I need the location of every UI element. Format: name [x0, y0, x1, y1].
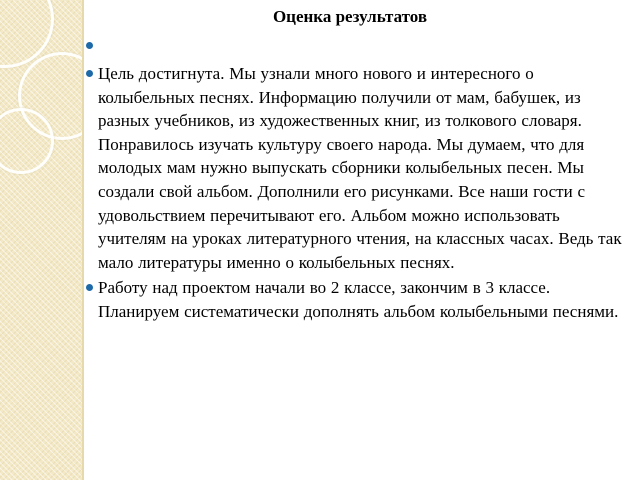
bullet-item-goal — [84, 62, 624, 274]
bullet-icon — [86, 70, 93, 77]
bullet-text: Цель достигнута. Мы узнали много нового и интересного о колыбельных песнях. Информацию получили от мам, бабушек, из разных учебников, из художественных книг, из толкового словаря. Понравилось изучать культуру своего народа. Мы думаем, что для молодых мам нужно выпускать сборники колыбельных песен. Мы создали свой альбом. Дополнили его рисунками. Все наши гости с удовольствием перечитывают его. Альбом можно использовать учителям на уроках литературного чтения, на классных часах. Ведь так мало литературы именно о колыбельных песнях. — [98, 64, 622, 272]
decorative-side-panel — [0, 0, 83, 480]
bullet-item-empty — [84, 34, 624, 58]
bullet-icon — [86, 284, 93, 291]
bullet-text: Работу над проектом начали во 2 классе, закончим в 3 классе. Планируем систематически дополнять альбом колыбельными песнями. — [98, 278, 619, 321]
bullet-item-plan — [84, 276, 624, 323]
slide-title: Оценка результатов — [272, 7, 428, 26]
bullet-icon — [86, 42, 93, 49]
bullet-list — [84, 34, 624, 326]
